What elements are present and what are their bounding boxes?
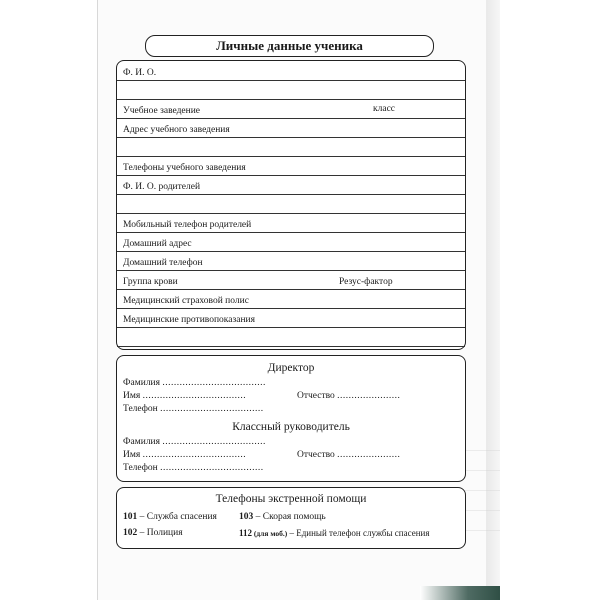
field-school-phones[interactable]	[117, 156, 465, 176]
emergency-103-dash: –	[253, 512, 263, 522]
teacher-phone-line[interactable]	[123, 463, 264, 473]
teacher-surname-line[interactable]	[123, 437, 266, 447]
field-home-address[interactable]	[117, 232, 465, 252]
emergency-102-number: 102	[123, 528, 138, 538]
cover-corner	[420, 586, 500, 600]
field-school[interactable]	[117, 99, 465, 119]
teacher-name-line[interactable]	[123, 450, 246, 460]
emergency-112-note: (для моб.)	[252, 529, 288, 538]
director-phone-dots: ....................................	[160, 404, 264, 414]
emergency-101-dash: –	[137, 512, 147, 522]
field-parents-mobile[interactable]	[117, 213, 465, 233]
teacher-patronymic-line[interactable]	[297, 450, 400, 460]
page-title	[145, 35, 434, 57]
director-name-label: Имя	[123, 391, 141, 401]
teacher-phone-dots: ....................................	[160, 463, 264, 473]
personal-data-box	[116, 60, 466, 350]
teacher-patronymic-dots: ......................	[337, 450, 401, 460]
page-title-text: Личные данные ученика	[216, 38, 363, 53]
field-school-address-label: Адрес учебного заведения	[123, 125, 230, 135]
emergency-item-102	[123, 528, 183, 538]
teacher-name-dots: ....................................	[142, 450, 247, 460]
field-home-phone-label: Домашний телефон	[123, 258, 203, 268]
director-patronymic-dots: ......................	[337, 391, 401, 401]
teacher-title: Классный руководитель	[232, 421, 350, 433]
director-surname-label: Фамилия	[123, 378, 161, 388]
teacher-phone-label: Телефон	[123, 463, 158, 473]
director-surname-dots: ....................................	[162, 378, 266, 388]
emergency-112-dash: –	[287, 528, 297, 538]
field-parents-fio-label: Ф. И. О. родителей	[123, 182, 201, 192]
field-blood-group-label: Группа крови	[123, 277, 178, 287]
emergency-102-label: Полиция	[146, 528, 183, 538]
field-school-phones-label: Телефоны учебного заведения	[123, 163, 246, 173]
director-name-dots: ....................................	[142, 391, 247, 401]
field-fio-label: Ф. И. О.	[123, 68, 157, 78]
emergency-title: Телефоны экстренной помощи	[215, 493, 367, 505]
director-patronymic-line[interactable]	[297, 391, 400, 401]
emergency-item-101	[123, 512, 217, 522]
field-contraindications[interactable]	[117, 308, 465, 328]
field-blood-group[interactable]	[117, 270, 465, 290]
teacher-patronymic-label: Отчество	[297, 450, 335, 460]
field-blank-2[interactable]	[117, 137, 465, 157]
field-home-address-label: Домашний адрес	[123, 239, 192, 249]
field-insurance-label: Медицинский страховой полис	[123, 296, 249, 306]
field-insurance[interactable]	[117, 289, 465, 309]
emergency-103-number: 103	[239, 512, 254, 522]
staff-box	[116, 355, 466, 482]
teacher-surname-label: Фамилия	[123, 437, 161, 447]
emergency-112-label: Единый телефон службы спасения	[296, 528, 430, 538]
field-fio[interactable]	[117, 61, 465, 81]
director-title: Директор	[267, 362, 315, 374]
field-parents-mobile-label: Мобильный телефон родителей	[123, 220, 252, 230]
field-blank-3[interactable]	[117, 194, 465, 214]
emergency-103-label: Скорая помощь	[262, 512, 326, 522]
field-rh-factor-label: Резус-фактор	[339, 277, 393, 287]
field-school-address[interactable]	[117, 118, 465, 138]
field-blank-1[interactable]	[117, 80, 465, 100]
director-phone-label: Телефон	[123, 404, 158, 414]
director-patronymic-label: Отчество	[297, 391, 335, 401]
field-contraindications-label: Медицинские противопоказания	[123, 315, 255, 325]
teacher-surname-dots: ....................................	[162, 437, 266, 447]
director-surname-line[interactable]	[123, 378, 266, 388]
emergency-101-label: Служба спасения	[146, 512, 217, 522]
field-class-label: класс	[373, 104, 396, 114]
emergency-102-dash: –	[137, 528, 147, 538]
field-blank-4[interactable]	[117, 327, 465, 347]
emergency-112-number: 112	[239, 528, 253, 538]
director-name-line[interactable]	[123, 391, 246, 401]
field-parents-fio[interactable]	[117, 175, 465, 195]
emergency-item-112	[239, 528, 429, 538]
emergency-101-number: 101	[123, 512, 138, 522]
field-home-phone[interactable]	[117, 251, 465, 271]
emergency-item-103	[239, 512, 326, 522]
teacher-name-label: Имя	[123, 450, 141, 460]
director-phone-line[interactable]	[123, 404, 264, 414]
emergency-box	[116, 487, 466, 549]
field-school-label: Учебное заведение	[123, 106, 201, 116]
